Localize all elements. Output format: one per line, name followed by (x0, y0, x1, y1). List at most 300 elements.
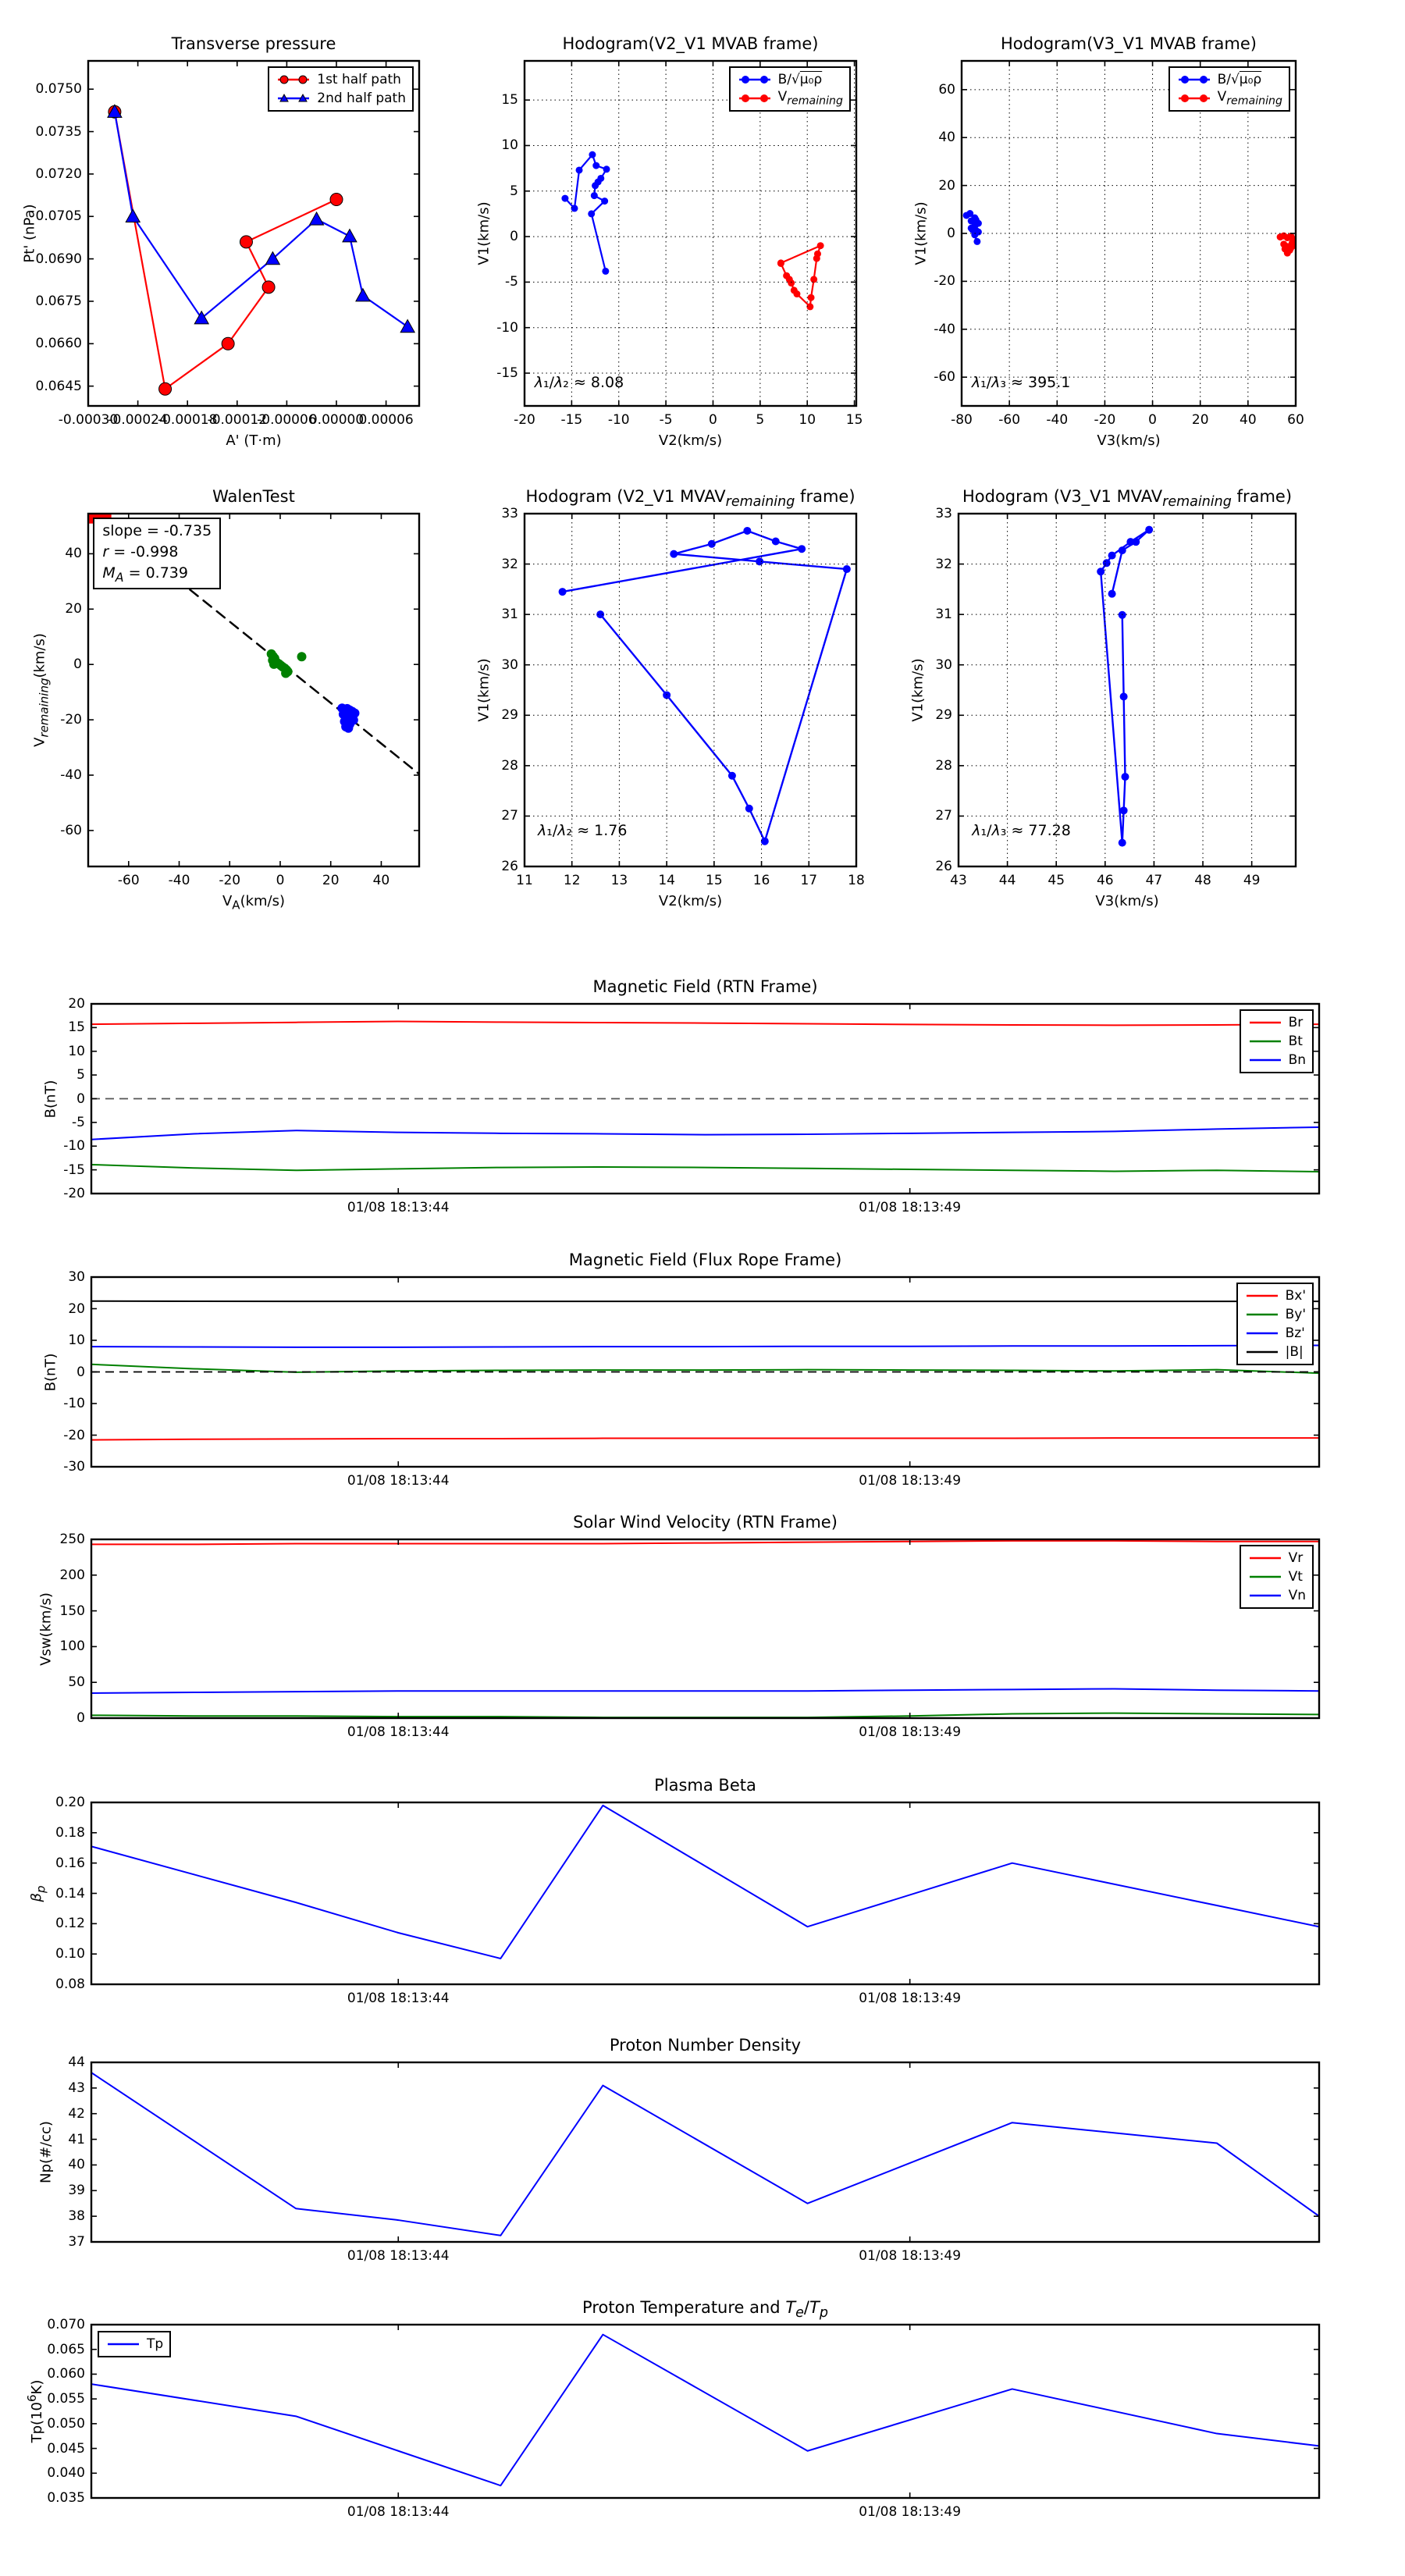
y-tick-label: 0.08 (55, 1976, 85, 1992)
lambda-ratio-annotation: λ₁/λ₂ ≈ 1.76 (538, 821, 628, 839)
chart-title: Solar Wind Velocity (RTN Frame) (573, 1513, 838, 1532)
y-tick-label: 20 (938, 177, 955, 194)
x-tick-label: 46 (1096, 873, 1114, 888)
series-group (91, 1301, 1319, 1440)
series-marker (602, 268, 609, 275)
y-tick-label: 0.0675 (35, 293, 82, 309)
series-marker (222, 337, 234, 350)
y-tick-label: 30 (68, 1269, 85, 1285)
x-tick-label: 0 (709, 412, 717, 428)
y-tick-label: 42 (68, 2105, 85, 2122)
y-tick-label: 0.0705 (35, 208, 82, 225)
series-group (108, 105, 414, 395)
hodogram-v3v1-mvav-chart (909, 487, 1296, 909)
series-line-Br (91, 1021, 1319, 1025)
y-tick-label: -30 (63, 1459, 85, 1475)
series-line-fit line (176, 579, 419, 774)
hodogram-v3v1-mvav-plot-area (959, 514, 1296, 866)
series-marker (1103, 559, 1111, 567)
legend-item (276, 89, 406, 108)
x-tick-label: -20 (219, 873, 241, 888)
legend-line-sample (737, 73, 773, 86)
axes-frame (91, 2062, 1319, 2242)
legend-line-sample (1244, 1290, 1280, 1302)
x-tick-label: 20 (322, 873, 340, 888)
mag-rtn-plot-area (91, 1004, 1319, 1194)
hodogram-v2v1-mvab-plot-area (525, 61, 856, 406)
series-marker (310, 212, 324, 225)
x-tick-label: 15 (845, 412, 863, 428)
chart-title: Magnetic Field (Flux Rope Frame) (568, 1251, 842, 1269)
series-marker (603, 165, 610, 173)
series-line-Vn (91, 1688, 1319, 1692)
series-marker (1120, 806, 1128, 814)
y-axis-label: Np(#/cc) (37, 2121, 55, 2183)
y-tick-label: 0.0645 (35, 378, 82, 394)
y-tick-label: -20 (63, 1427, 85, 1443)
y-tick-label: 31 (935, 607, 952, 623)
lambda-ratio-annotation: λ₁/λ₃ ≈ 395.1 (971, 374, 1071, 392)
legend-item-label: Bz' (1285, 1325, 1305, 1341)
series-line-V hodogram (1101, 530, 1149, 843)
series-group (91, 2335, 1319, 2485)
series-marker (791, 286, 798, 294)
x-tick-label: 0 (1148, 412, 1157, 428)
stats-line: $M_A = 0.739$ (102, 564, 188, 585)
x-tick-label: 11 (516, 873, 533, 888)
chart-title: Plasma Beta (654, 1776, 756, 1795)
legend-marker-icon (742, 94, 749, 102)
transverse-pressure-chart (21, 34, 419, 449)
y-tick-label: 41 (68, 2131, 85, 2147)
series-line-Tp (91, 2335, 1319, 2485)
x-tick-label: 18 (848, 873, 865, 888)
x-axis-label: V3(km/s) (1097, 432, 1161, 449)
chart-title: WalenTest (212, 487, 295, 506)
y-tick-label: -5 (72, 1114, 85, 1130)
legend-item-label: 1st half path (317, 72, 401, 87)
y-tick-label: 5 (510, 183, 518, 199)
stats-box (93, 518, 221, 589)
legend-line-sample (105, 2338, 141, 2350)
y-tick-label: -60 (934, 369, 955, 386)
y-tick-label: 32 (501, 556, 518, 572)
series-marker (281, 669, 290, 678)
y-tick-label: -15 (496, 365, 518, 382)
legend (268, 66, 414, 112)
series-marker (1097, 568, 1104, 575)
series-marker (592, 182, 599, 189)
series-line-Np (91, 2073, 1319, 2236)
x-tick-label: 01/08 18:13:49 (859, 1991, 962, 2006)
walen-test-chart (31, 487, 419, 913)
y-tick-label: 31 (501, 607, 518, 623)
series-marker (591, 192, 598, 199)
x-tick-label: -10 (607, 412, 630, 428)
legend-marker-icon (299, 76, 307, 84)
series-marker (330, 194, 343, 206)
legend-item (105, 2335, 163, 2354)
y-tick-label: 250 (59, 1532, 85, 1547)
series-group (559, 527, 851, 845)
y-axis-label: $Tp(10^6K)$ (25, 2379, 45, 2443)
y-tick-label: 0.045 (47, 2440, 85, 2457)
y-tick-label: 0.040 (47, 2465, 85, 2482)
x-tick-label: 43 (950, 873, 967, 888)
x-tick-label: 01/08 18:13:44 (347, 1991, 450, 2006)
series-marker (343, 724, 353, 733)
x-tick-label: -40 (1046, 412, 1069, 428)
y-tick-label: 39 (68, 2183, 85, 2199)
series-line-B/√μ₀ρ (565, 155, 606, 271)
x-tick-label: -15 (560, 412, 583, 428)
proton-density-plot-area (91, 2062, 1319, 2242)
legend-marker-icon (760, 94, 768, 102)
legend-item-label: Bt (1288, 1034, 1303, 1049)
legend (1240, 1009, 1314, 1073)
series-group (91, 1021, 1319, 1172)
legend-line-sample (1247, 1035, 1283, 1048)
y-tick-label: 29 (935, 707, 952, 724)
y-tick-label: 38 (68, 2208, 85, 2225)
legend-item-label: Vt (1288, 1569, 1303, 1585)
legend-line-sample (276, 73, 311, 86)
y-axis-label: Vsw(km/s) (37, 1592, 55, 1666)
stats-line: slope = -0.735 (102, 522, 212, 540)
y-tick-label: 0.035 (47, 2490, 85, 2506)
y-axis-label: V1(km/s) (475, 201, 493, 265)
x-tick-label: 44 (998, 873, 1016, 888)
series-marker (1286, 247, 1293, 254)
series-marker (843, 565, 851, 573)
axes-frame (959, 514, 1296, 866)
y-tick-label: -40 (60, 767, 82, 783)
axes-frame (88, 61, 419, 406)
x-axis-label: V2(km/s) (658, 893, 723, 909)
series-line-beta (91, 1806, 1319, 1959)
x-tick-label: -60 (117, 873, 140, 888)
y-tick-label: 0.0750 (35, 81, 82, 98)
y-axis-label: B(nT) (42, 1353, 59, 1391)
x-tick-label: 01/08 18:13:49 (859, 1200, 962, 1215)
y-tick-label: 0.12 (55, 1916, 85, 1932)
x-tick-label: 13 (610, 873, 628, 888)
x-tick-label: 40 (1240, 412, 1257, 428)
y-tick-label: 15 (501, 92, 518, 109)
x-tick-label: -80 (951, 412, 973, 428)
vsw-rtn-chart (37, 1513, 1319, 1740)
series-marker (592, 162, 599, 169)
plasma-beta-plot-area (91, 1802, 1319, 1984)
legend-item-label: 2nd half path (317, 91, 406, 106)
chart-title: Hodogram(V3_V1 MVAB frame) (1001, 34, 1257, 53)
y-tick-label: 37 (68, 2234, 85, 2250)
legend-item-label: $V_{remaining}$ (1217, 89, 1282, 108)
legend-line-sample (1247, 1571, 1283, 1583)
series-line-Bx' (91, 1438, 1319, 1439)
chart-title: Hodogram (V3_V1 $MVAV_{remaining}$ frame) (962, 487, 1293, 511)
y-tick-label: 0.0720 (35, 165, 82, 182)
chart-title: Proton Temperature and $T_e/T_p$ (582, 2298, 828, 2322)
legend-marker-icon (760, 76, 768, 84)
series-marker (262, 281, 275, 294)
x-tick-label: -0.00006 (257, 412, 317, 428)
series-marker (1119, 839, 1126, 847)
series-marker (571, 205, 578, 212)
y-tick-label: 0.18 (55, 1824, 85, 1841)
x-tick-label: 20 (1191, 412, 1209, 428)
legend-line-sample (1244, 1308, 1280, 1321)
y-tick-label: 50 (68, 1674, 85, 1691)
proton-temp-chart (25, 2298, 1319, 2520)
legend-item-label: Br (1288, 1015, 1304, 1030)
series-marker (777, 260, 784, 267)
legend-item-label: Tp (147, 2336, 164, 2352)
series-marker (576, 166, 583, 173)
legend-marker-icon (1181, 76, 1189, 84)
y-tick-label: 27 (501, 808, 518, 824)
x-tick-label: -0.00018 (157, 412, 218, 428)
legend-item (276, 70, 406, 89)
y-tick-label: 0.10 (55, 1946, 85, 1962)
x-tick-label: 01/08 18:13:44 (347, 2248, 450, 2264)
legend-line-sample (1244, 1327, 1280, 1340)
x-axis-label: A' (T·m) (226, 432, 282, 449)
y-tick-label: 30 (501, 656, 518, 673)
y-tick-label: 0 (76, 1364, 85, 1380)
chart-title: Proton Number Density (609, 2036, 802, 2055)
legend-item-label: Vn (1288, 1588, 1306, 1603)
series-marker (808, 294, 815, 301)
series-marker (1145, 526, 1153, 534)
legend-item (1176, 70, 1282, 89)
y-tick-label: 33 (501, 506, 518, 521)
x-tick-label: 16 (752, 873, 770, 888)
x-tick-label: 15 (706, 873, 723, 888)
series-marker (126, 209, 140, 222)
legend-item (737, 89, 843, 108)
y-tick-label: 0.0690 (35, 251, 82, 267)
series-marker (969, 226, 976, 233)
hodogram-v3v1-mvab-plot-area (962, 61, 1296, 406)
legend-line-sample (1247, 1016, 1283, 1029)
hodogram-v2v1-mvav-chart (475, 487, 865, 909)
y-tick-label: -60 (60, 822, 82, 838)
series-marker (588, 210, 595, 217)
series-marker (561, 195, 568, 202)
y-tick-label: -10 (496, 319, 518, 336)
series-marker (813, 255, 820, 262)
chart-title: Hodogram (V2_V1 $MVAV_{remaining}$ frame) (525, 487, 855, 511)
x-tick-label: 01/08 18:13:44 (347, 1473, 450, 1489)
series-marker (159, 382, 172, 395)
legend-item (1247, 1549, 1306, 1567)
series-marker (973, 238, 980, 245)
series-marker (783, 272, 790, 279)
mag-rtn-chart (42, 977, 1319, 1215)
y-tick-label: -5 (505, 274, 518, 290)
x-tick-label: 60 (1287, 412, 1304, 428)
x-tick-label: -5 (659, 412, 673, 428)
y-tick-label: 20 (65, 601, 82, 617)
legend-item (1244, 1343, 1306, 1361)
x-tick-label: 0 (276, 873, 285, 888)
series-marker (1108, 590, 1116, 598)
y-axis-label: B(nT) (42, 1080, 59, 1118)
y-tick-label: 100 (59, 1638, 85, 1655)
chart-title: Hodogram(V2_V1 MVAB frame) (562, 34, 819, 53)
legend (729, 66, 851, 112)
x-tick-label: 01/08 18:13:49 (859, 1724, 962, 1740)
mag-fluxrope-plot-area (91, 1277, 1319, 1467)
series-marker (761, 838, 769, 845)
hodogram-v2v1-mvav-plot-area (525, 514, 856, 866)
lambda-ratio-annotation: λ₁/λ₃ ≈ 77.28 (972, 821, 1071, 839)
legend-item (1244, 1286, 1306, 1305)
axes-frame (525, 514, 856, 866)
y-axis-label: V1(km/s) (475, 658, 493, 722)
y-axis-label: $V_{remaining}(km/s)$ (31, 633, 52, 747)
y-tick-label: 43 (68, 2080, 85, 2096)
x-tick-label: 10 (799, 412, 816, 428)
series-marker (589, 151, 596, 158)
hodogram-v3v1-mvab-chart (912, 34, 1304, 449)
legend-item (1247, 1586, 1306, 1605)
y-tick-label: 15 (68, 1019, 85, 1036)
series-marker (1119, 546, 1126, 554)
y-tick-label: 20 (68, 1300, 85, 1317)
x-tick-label: -40 (168, 873, 190, 888)
stats-line: r = -0.998 (102, 543, 179, 561)
legend-line-sample (1176, 92, 1212, 105)
series-line-Vt (91, 1713, 1319, 1717)
y-tick-label: 29 (501, 707, 518, 724)
legend-line-sample (1244, 1346, 1280, 1358)
y-tick-label: 40 (68, 2157, 85, 2173)
series-marker (601, 197, 608, 205)
y-tick-label: 40 (938, 130, 955, 146)
legend-item-label: By' (1285, 1307, 1306, 1322)
series-group (91, 1806, 1319, 1959)
x-tick-label: -60 (998, 412, 1021, 428)
y-axis-label: $\beta_p$ (28, 1884, 48, 1902)
x-tick-label: -0.00012 (207, 412, 268, 428)
series-marker (356, 289, 370, 301)
x-tick-label: 01/08 18:13:49 (859, 1473, 962, 1489)
series-line-V hodogram (563, 531, 847, 841)
series-marker (400, 320, 414, 333)
legend-line-sample (1247, 1552, 1283, 1564)
series-marker (743, 527, 751, 535)
y-tick-label: -10 (63, 1138, 85, 1155)
series-marker (343, 229, 357, 242)
series-marker (798, 545, 806, 553)
series-marker (1132, 538, 1140, 546)
legend-line-sample (276, 92, 311, 105)
series-marker (1120, 692, 1128, 700)
legend-item-label: Bn (1288, 1052, 1306, 1068)
series-marker (728, 772, 736, 780)
series-marker (1108, 552, 1116, 560)
y-tick-label: 30 (935, 656, 952, 673)
legend-item-label: |B| (1285, 1344, 1304, 1360)
y-tick-label: 0.050 (47, 2415, 85, 2432)
transverse-pressure-plot-area (88, 61, 419, 406)
y-tick-label: 20 (68, 996, 85, 1012)
x-tick-label: 49 (1243, 873, 1261, 888)
x-tick-label: 12 (563, 873, 581, 888)
y-tick-label: 0.0735 (35, 123, 82, 140)
x-tick-label: -20 (514, 412, 535, 428)
y-tick-label: 28 (935, 757, 952, 774)
y-tick-label: 28 (501, 757, 518, 774)
legend (98, 2331, 171, 2357)
proton-density-chart (37, 2036, 1319, 2264)
y-tick-label: -20 (934, 273, 955, 290)
proton-temp-plot-area (91, 2325, 1319, 2498)
x-axis-label: $V_A(km/s)$ (222, 893, 286, 913)
legend-marker-icon (280, 76, 288, 84)
x-axis-label: V3(km/s) (1095, 893, 1159, 909)
legend-item (737, 70, 843, 89)
y-tick-label: 0 (947, 226, 955, 241)
legend (1168, 66, 1290, 112)
series-marker (297, 652, 306, 661)
x-tick-label: -20 (1094, 412, 1116, 428)
y-tick-label: 26 (935, 859, 952, 874)
x-tick-label: 47 (1145, 873, 1163, 888)
series-marker (745, 805, 753, 813)
y-tick-label: 33 (935, 506, 952, 521)
legend-item (1247, 1013, 1306, 1032)
y-tick-label: 0.070 (47, 2317, 85, 2332)
x-tick-label: 0.00000 (308, 412, 365, 428)
y-tick-label: 0 (76, 1091, 85, 1107)
legend-item-label: B/√μ₀ρ (1217, 72, 1262, 87)
legend-item (1244, 1324, 1306, 1343)
legend-item-label: B/√μ₀ρ (777, 72, 823, 87)
x-tick-label: -0.00024 (108, 412, 168, 428)
series-marker (670, 550, 678, 558)
y-tick-label: 150 (59, 1603, 85, 1619)
legend-item (1247, 1567, 1306, 1586)
x-axis-label: V2(km/s) (658, 432, 723, 449)
legend-marker-icon (1181, 94, 1189, 102)
y-tick-label: 32 (935, 556, 952, 572)
legend-marker-icon (1200, 76, 1208, 84)
y-axis-label: V1(km/s) (912, 201, 930, 265)
x-tick-label: -0.00030 (58, 412, 119, 428)
y-tick-label: 26 (501, 859, 518, 874)
y-tick-label: 0 (76, 1710, 85, 1726)
y-tick-label: 10 (68, 1043, 85, 1059)
series-line-Bn (91, 1127, 1319, 1140)
x-tick-label: 14 (658, 873, 675, 888)
y-tick-label: 0 (73, 656, 82, 673)
y-tick-label: -20 (63, 1186, 85, 1201)
y-tick-label: 0 (510, 229, 518, 245)
y-tick-label: -20 (60, 712, 82, 728)
x-tick-label: 01/08 18:13:44 (347, 1724, 450, 1740)
legend-item (1244, 1305, 1306, 1324)
y-tick-label: 0.16 (55, 1855, 85, 1871)
legend-item (1247, 1032, 1306, 1051)
y-tick-label: 200 (59, 1567, 85, 1583)
chart-title: Transverse pressure (171, 34, 336, 53)
y-tick-label: -10 (63, 1396, 85, 1411)
x-tick-label: 48 (1194, 873, 1211, 888)
series-marker (1119, 611, 1126, 619)
